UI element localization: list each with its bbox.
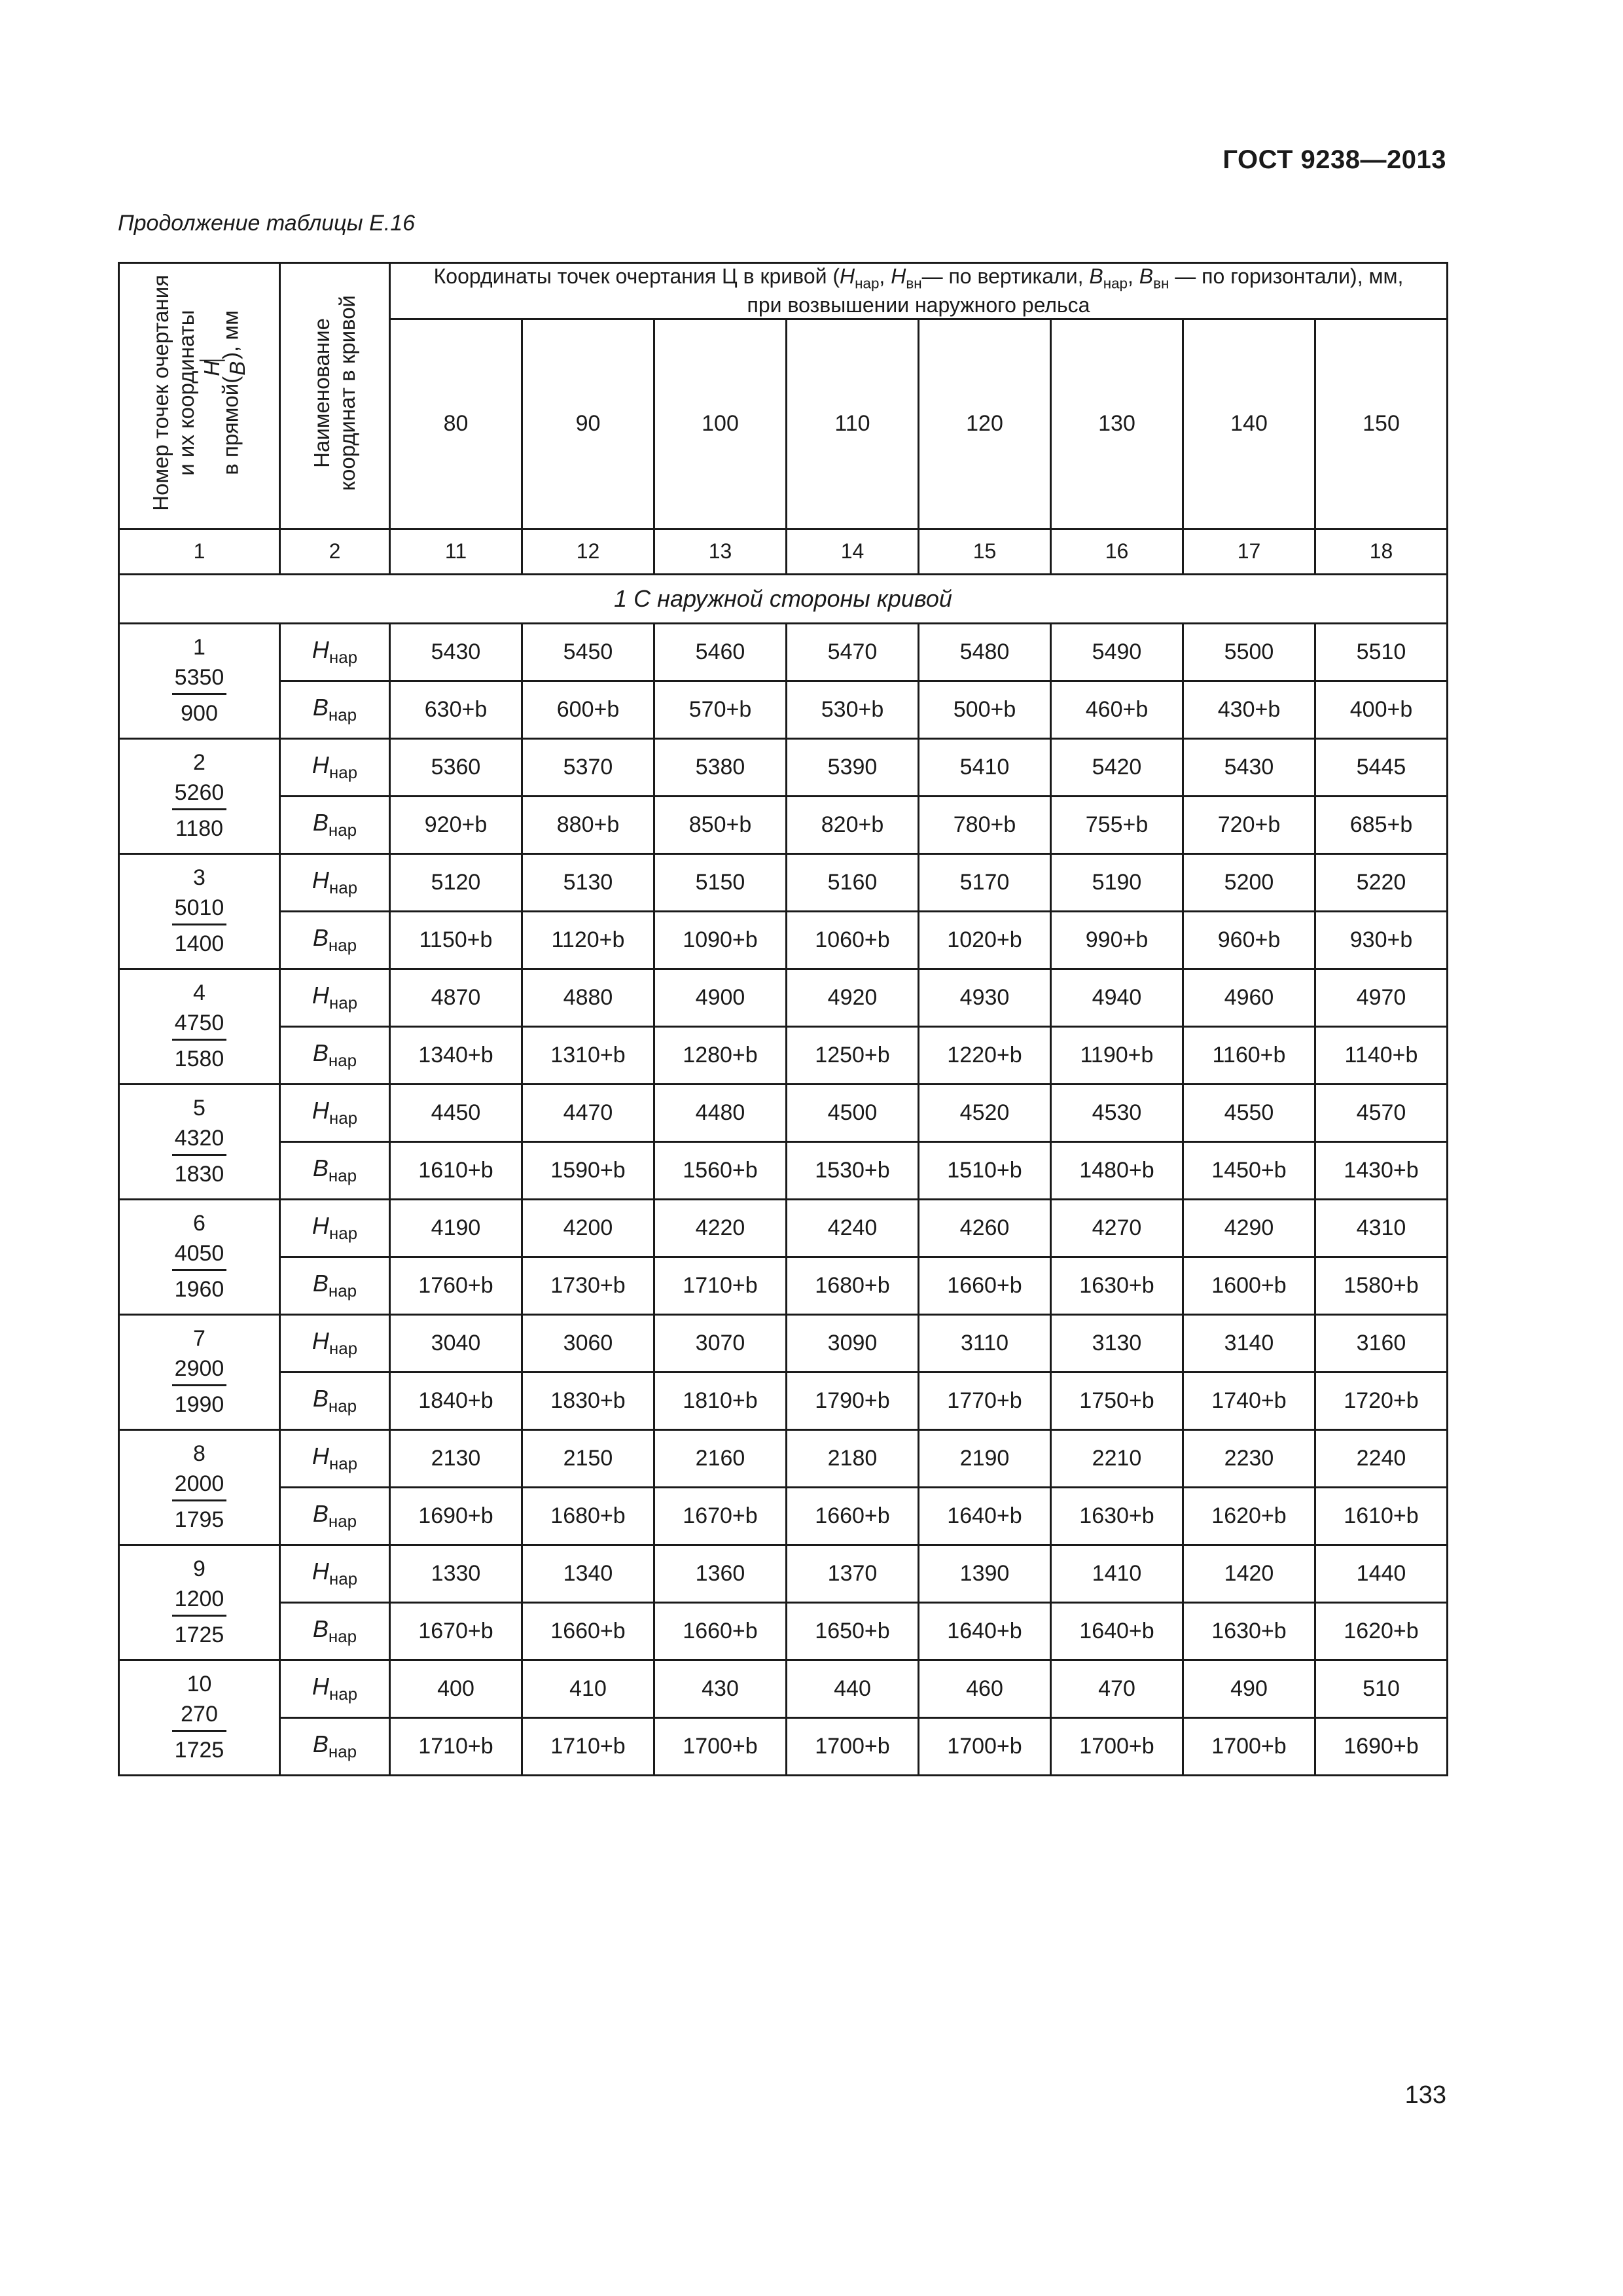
h-value-cell: 5390 (787, 738, 919, 796)
b-value-cell: 850+b (654, 796, 787, 853)
coord-name-h: $H_{нар}$ (280, 738, 390, 796)
point-h-straight: 5350 (172, 663, 227, 695)
h-value-cell: 440 (787, 1660, 919, 1717)
header-coordinates-line2: при возвышении наружного рельса (747, 293, 1090, 317)
h-value-cell: 5150 (654, 853, 787, 911)
h-value-cell: 4220 (654, 1199, 787, 1257)
h-value-cell: 5490 (1051, 623, 1183, 681)
h-value-cell: 4470 (522, 1084, 654, 1141)
point-b-straight: 1400 (174, 931, 224, 956)
h-value-cell: 5170 (919, 853, 1051, 911)
header-coord-line1: Наименование (309, 317, 334, 468)
point-b-straight: 1990 (174, 1391, 224, 1417)
header-elevation: 110 (787, 319, 919, 529)
h-value-cell: 4200 (522, 1199, 654, 1257)
b-value-cell: 1610+b (1315, 1487, 1448, 1545)
column-number: 17 (1183, 529, 1315, 574)
table-row-h (119, 738, 1448, 796)
h-value-cell: 1370 (787, 1545, 919, 1602)
header-coord-line2: координат в кривой (334, 295, 359, 491)
b-value-cell: 1680+b (787, 1257, 919, 1314)
coord-name-h: $H_{нар}$ (280, 623, 390, 681)
b-value-cell: 1340+b (390, 1026, 522, 1084)
h-value-cell: 4310 (1315, 1199, 1448, 1257)
section-title: 1 С наружной стороны кривой (119, 574, 1448, 623)
point-straight-coords (172, 1124, 227, 1190)
point-straight-coords (172, 893, 227, 960)
b-value-cell: 430+b (1183, 681, 1315, 738)
b-value-cell: 1710+b (522, 1717, 654, 1775)
h-value-cell: 3140 (1183, 1314, 1315, 1372)
h-value-cell: 2210 (1051, 1429, 1183, 1487)
b-value-cell: 1680+b (522, 1487, 654, 1545)
h-value-cell: 2230 (1183, 1429, 1315, 1487)
h-value-cell: 2160 (654, 1429, 787, 1487)
header-elevation: 100 (654, 319, 787, 529)
table-row-b (119, 796, 1448, 853)
b-value-cell: 1710+b (390, 1717, 522, 1775)
header-point-fraction: H B (199, 361, 249, 377)
b-value-cell: 1610+b (390, 1141, 522, 1199)
header-row-group (119, 263, 1448, 319)
h-value-cell: 2150 (522, 1429, 654, 1487)
h-value-cell: 3070 (654, 1314, 787, 1372)
h-value-cell: 5510 (1315, 623, 1448, 681)
b-value-cell: 1160+b (1183, 1026, 1315, 1084)
point-number-cell (119, 1314, 280, 1429)
point-straight-coords (172, 778, 227, 844)
h-value-cell: 5220 (1315, 853, 1448, 911)
coord-name-b: $B_{нар}$ (280, 1602, 390, 1660)
b-value-cell: 1510+b (919, 1141, 1051, 1199)
point-number-cell (119, 1199, 280, 1314)
b-value-cell: 1640+b (919, 1602, 1051, 1660)
b-value-cell: 1640+b (1051, 1602, 1183, 1660)
table-row-h (119, 1660, 1448, 1717)
b-value-cell: 1670+b (654, 1487, 787, 1545)
h-value-cell: 490 (1183, 1660, 1315, 1717)
h-value-cell: 4930 (919, 969, 1051, 1026)
h-value-cell: 4260 (919, 1199, 1051, 1257)
b-value-cell: 1790+b (787, 1372, 919, 1429)
b-value-cell: 1430+b (1315, 1141, 1448, 1199)
b-value-cell: 1830+b (522, 1372, 654, 1429)
b-value-cell: 1690+b (1315, 1717, 1448, 1775)
h-value-cell: 3160 (1315, 1314, 1448, 1372)
coord-name-b: $B_{нар}$ (280, 1257, 390, 1314)
point-straight-coords (172, 1354, 227, 1420)
h-value-cell: 4270 (1051, 1199, 1183, 1257)
h-value-cell: 4570 (1315, 1084, 1448, 1141)
b-value-cell: 1280+b (654, 1026, 787, 1084)
b-value-cell: 630+b (390, 681, 522, 738)
coord-name-h: $H_{нар}$ (280, 1084, 390, 1141)
point-h-straight: 1200 (172, 1585, 227, 1617)
column-number: 13 (654, 529, 787, 574)
coord-name-b: $B_{нар}$ (280, 1372, 390, 1429)
point-number: 4 (193, 980, 205, 1005)
h-value-cell: 2190 (919, 1429, 1051, 1487)
point-b-straight: 1725 (174, 1622, 224, 1647)
b-value-cell: 570+b (654, 681, 787, 738)
point-h-straight: 4050 (172, 1239, 227, 1271)
b-value-cell: 1740+b (1183, 1372, 1315, 1429)
point-number: 6 (193, 1210, 205, 1236)
h-value-cell: 3130 (1051, 1314, 1183, 1372)
column-number: 16 (1051, 529, 1183, 574)
b-value-cell: 1720+b (1315, 1372, 1448, 1429)
coord-name-b: $B_{нар}$ (280, 1717, 390, 1775)
point-b-straight: 1795 (174, 1507, 224, 1532)
point-h-straight: 270 (172, 1700, 227, 1732)
h-value-cell: 2240 (1315, 1429, 1448, 1487)
column-number: 18 (1315, 529, 1448, 574)
table-row-h (119, 1429, 1448, 1487)
header-point-unit: , мм (218, 310, 243, 353)
point-h-straight: 2000 (172, 1469, 227, 1501)
point-number-cell (119, 623, 280, 738)
h-value-cell: 4550 (1183, 1084, 1315, 1141)
b-value-cell: 1760+b (390, 1257, 522, 1314)
h-value-cell: 1390 (919, 1545, 1051, 1602)
h-value-cell: 5500 (1183, 623, 1315, 681)
b-value-cell: 1660+b (787, 1487, 919, 1545)
table-caption: Продолжение таблицы Е.16 (118, 211, 416, 236)
h-value-cell: 4940 (1051, 969, 1183, 1026)
b-value-cell: 400+b (1315, 681, 1448, 738)
table-row-b (119, 681, 1448, 738)
b-value-cell: 685+b (1315, 796, 1448, 853)
table-row-b (119, 1141, 1448, 1199)
b-value-cell: 1150+b (390, 911, 522, 969)
point-number-cell (119, 853, 280, 969)
point-b-straight: 1830 (174, 1161, 224, 1187)
b-value-cell: 1670+b (390, 1602, 522, 1660)
b-value-cell: 1660+b (654, 1602, 787, 1660)
point-straight-coords (172, 663, 227, 729)
h-value-cell: 5380 (654, 738, 787, 796)
table-row-b (119, 1487, 1448, 1545)
h-value-cell: 1360 (654, 1545, 787, 1602)
point-straight-coords (172, 1469, 227, 1535)
b-value-cell: 1220+b (919, 1026, 1051, 1084)
coord-name-b: $B_{нар}$ (280, 1026, 390, 1084)
h-value-cell: 4880 (522, 969, 654, 1026)
b-value-cell: 1560+b (654, 1141, 787, 1199)
column-number: 2 (280, 529, 390, 574)
b-value-cell: 1700+b (1183, 1717, 1315, 1775)
point-straight-coords (172, 1700, 227, 1766)
b-value-cell: 530+b (787, 681, 919, 738)
point-h-straight: 4320 (172, 1124, 227, 1156)
h-value-cell: 5360 (390, 738, 522, 796)
h-value-cell: 470 (1051, 1660, 1183, 1717)
header-coord-name (280, 263, 390, 529)
b-value-cell: 930+b (1315, 911, 1448, 969)
b-value-cell: 1840+b (390, 1372, 522, 1429)
b-value-cell: 880+b (522, 796, 654, 853)
point-b-straight: 1580 (174, 1046, 224, 1071)
b-value-cell: 1120+b (522, 911, 654, 969)
b-value-cell: 820+b (787, 796, 919, 853)
coord-name-b: $B_{нар}$ (280, 1141, 390, 1199)
h-value-cell: 5480 (919, 623, 1051, 681)
b-value-cell: 500+b (919, 681, 1051, 738)
b-value-cell: 1630+b (1183, 1602, 1315, 1660)
point-b-straight: 1180 (175, 816, 224, 841)
table-row-b (119, 1717, 1448, 1775)
column-number: 14 (787, 529, 919, 574)
h-value-cell: 5450 (522, 623, 654, 681)
table-row-h (119, 1199, 1448, 1257)
h-value-cell: 3110 (919, 1314, 1051, 1372)
b-value-cell: 460+b (1051, 681, 1183, 738)
b-value-cell: 1090+b (654, 911, 787, 969)
h-value-cell: 3060 (522, 1314, 654, 1372)
h-value-cell: 2130 (390, 1429, 522, 1487)
h-value-cell: 5430 (1183, 738, 1315, 796)
h-value-cell: 5445 (1315, 738, 1448, 796)
h-value-cell: 5200 (1183, 853, 1315, 911)
point-number: 3 (193, 865, 205, 890)
coord-name-b: $B_{нар}$ (280, 1487, 390, 1545)
b-value-cell: 1580+b (1315, 1257, 1448, 1314)
h-value-cell: 4900 (654, 969, 787, 1026)
coordinates-table (118, 262, 1448, 1776)
b-value-cell: 1700+b (919, 1717, 1051, 1775)
column-number: 1 (119, 529, 280, 574)
header-coordinates-group: Координаты точек очертания Ц в кривой ($H_{нар}$, $H_{вн}—$ по вертикали, $B_{нар}$, $B_{вн}$ — по горизонтали), мм, при возвышении наружного рельса (390, 263, 1448, 319)
b-value-cell: 1600+b (1183, 1257, 1315, 1314)
b-value-cell: 1020+b (919, 911, 1051, 969)
b-value-cell: 960+b (1183, 911, 1315, 969)
b-value-cell: 1060+b (787, 911, 919, 969)
h-value-cell: 4480 (654, 1084, 787, 1141)
header-elevation: 90 (522, 319, 654, 529)
b-value-cell: 1700+b (787, 1717, 919, 1775)
h-value-cell: 4290 (1183, 1199, 1315, 1257)
point-number: 10 (187, 1671, 212, 1696)
h-value-cell: 400 (390, 1660, 522, 1717)
h-value-cell: 4960 (1183, 969, 1315, 1026)
point-h-straight: 5010 (172, 893, 227, 925)
coord-name-h: $H_{нар}$ (280, 1429, 390, 1487)
h-value-cell: 5460 (654, 623, 787, 681)
h-value-cell: 5120 (390, 853, 522, 911)
b-value-cell: 720+b (1183, 796, 1315, 853)
h-value-cell: 4970 (1315, 969, 1448, 1026)
h-value-cell: 3090 (787, 1314, 919, 1372)
h-value-cell: 1440 (1315, 1545, 1448, 1602)
document-code: ГОСТ 9238—2013 (1222, 145, 1446, 174)
table-row-h (119, 853, 1448, 911)
h-value-cell: 1410 (1051, 1545, 1183, 1602)
header-elevation: 150 (1315, 319, 1448, 529)
coord-name-h: $H_{нар}$ (280, 1545, 390, 1602)
point-b-straight: 1725 (174, 1737, 224, 1763)
h-value-cell: 4530 (1051, 1084, 1183, 1141)
point-h-straight: 4750 (172, 1009, 227, 1041)
h-value-cell: 4520 (919, 1084, 1051, 1141)
b-value-cell: 1190+b (1051, 1026, 1183, 1084)
point-number: 2 (193, 749, 205, 775)
h-value-cell: 5430 (390, 623, 522, 681)
coord-name-h: $H_{нар}$ (280, 969, 390, 1026)
point-number: 8 (193, 1441, 205, 1466)
b-value-cell: 755+b (1051, 796, 1183, 853)
h-value-cell: 5410 (919, 738, 1051, 796)
coord-name-b: $B_{нар}$ (280, 681, 390, 738)
b-value-cell: 1640+b (919, 1487, 1051, 1545)
point-number: 1 (193, 634, 205, 660)
coord-name-h: $H_{нар}$ (280, 1199, 390, 1257)
header-elevation: 130 (1051, 319, 1183, 529)
b-value-cell: 600+b (522, 681, 654, 738)
table-row-b (119, 1257, 1448, 1314)
coord-name-h: $H_{нар}$ (280, 853, 390, 911)
header-point-number: Номер точек очертания и их координаты в прямой( H B ), мм (119, 263, 280, 529)
b-value-cell: 1710+b (654, 1257, 787, 1314)
b-value-cell: 1690+b (390, 1487, 522, 1545)
h-value-cell: 1330 (390, 1545, 522, 1602)
column-number: 11 (390, 529, 522, 574)
h-value-cell: 460 (919, 1660, 1051, 1717)
h-value-cell: 1420 (1183, 1545, 1315, 1602)
point-number: 7 (193, 1325, 205, 1351)
coord-name-b: $B_{нар}$ (280, 911, 390, 969)
b-value-cell: 1140+b (1315, 1026, 1448, 1084)
h-value-cell: 4190 (390, 1199, 522, 1257)
b-value-cell: 990+b (1051, 911, 1183, 969)
h-value-cell: 3040 (390, 1314, 522, 1372)
b-value-cell: 1730+b (522, 1257, 654, 1314)
header-elevation: 80 (390, 319, 522, 529)
table-row-b (119, 911, 1448, 969)
h-value-cell: 5370 (522, 738, 654, 796)
b-value-cell: 1480+b (1051, 1141, 1183, 1199)
b-value-cell: 1660+b (919, 1257, 1051, 1314)
header-point-line3: в прямой (218, 384, 243, 476)
h-value-cell: 1340 (522, 1545, 654, 1602)
b-value-cell: 1450+b (1183, 1141, 1315, 1199)
h-value-cell: 5190 (1051, 853, 1183, 911)
header-elevation: 140 (1183, 319, 1315, 529)
b-value-cell: 1810+b (654, 1372, 787, 1429)
header-row-column-numbers (119, 529, 1448, 574)
table-row-h (119, 623, 1448, 681)
point-straight-coords (172, 1009, 227, 1075)
point-number-cell (119, 1545, 280, 1660)
b-value-cell: 1630+b (1051, 1487, 1183, 1545)
h-value-cell: 4450 (390, 1084, 522, 1141)
point-h-straight: 2900 (172, 1354, 227, 1386)
h-value-cell: 4240 (787, 1199, 919, 1257)
b-value-cell: 1310+b (522, 1026, 654, 1084)
page-number: 133 (1404, 2081, 1446, 2109)
h-value-cell: 410 (522, 1660, 654, 1717)
b-value-cell: 1620+b (1183, 1487, 1315, 1545)
b-value-cell: 1530+b (787, 1141, 919, 1199)
point-straight-coords (172, 1585, 227, 1651)
b-value-cell: 1750+b (1051, 1372, 1183, 1429)
h-value-cell: 5420 (1051, 738, 1183, 796)
point-b-straight: 1960 (174, 1276, 224, 1302)
coord-name-b: $B_{нар}$ (280, 796, 390, 853)
table-row-b (119, 1602, 1448, 1660)
b-value-cell: 920+b (390, 796, 522, 853)
table-row-h (119, 1084, 1448, 1141)
header-elevation: 120 (919, 319, 1051, 529)
header-point-line2: и их координаты (173, 310, 198, 476)
b-value-cell: 1650+b (787, 1602, 919, 1660)
column-number: 12 (522, 529, 654, 574)
b-value-cell: 1770+b (919, 1372, 1051, 1429)
column-number: 15 (919, 529, 1051, 574)
b-value-cell: 780+b (919, 796, 1051, 853)
point-number: 9 (193, 1556, 205, 1581)
b-value-cell: 1590+b (522, 1141, 654, 1199)
table-row-b (119, 1026, 1448, 1084)
coord-name-h: $H_{нар}$ (280, 1314, 390, 1372)
section-row (119, 574, 1448, 623)
point-number-cell (119, 1429, 280, 1545)
b-value-cell: 1700+b (1051, 1717, 1183, 1775)
coord-name-h: $H_{нар}$ (280, 1660, 390, 1717)
h-value-cell: 5470 (787, 623, 919, 681)
h-value-cell: 4920 (787, 969, 919, 1026)
point-number-cell (119, 738, 280, 853)
h-value-cell: 5160 (787, 853, 919, 911)
h-value-cell: 430 (654, 1660, 787, 1717)
point-h-straight: 5260 (172, 778, 227, 810)
table-row-h (119, 1314, 1448, 1372)
h-value-cell: 510 (1315, 1660, 1448, 1717)
table-row-h (119, 1545, 1448, 1602)
h-value-cell: 4500 (787, 1084, 919, 1141)
b-value-cell: 1630+b (1051, 1257, 1183, 1314)
table-row-h (119, 969, 1448, 1026)
point-number: 5 (193, 1095, 205, 1121)
b-value-cell: 1250+b (787, 1026, 919, 1084)
h-value-cell: 2180 (787, 1429, 919, 1487)
point-straight-coords (172, 1239, 227, 1305)
b-value-cell: 1700+b (654, 1717, 787, 1775)
point-number-cell (119, 969, 280, 1084)
point-number-cell (119, 1660, 280, 1775)
point-number-cell (119, 1084, 280, 1199)
b-value-cell: 1620+b (1315, 1602, 1448, 1660)
h-value-cell: 4870 (390, 969, 522, 1026)
header-point-line1: Номер точек очертания (148, 274, 173, 511)
h-value-cell: 5130 (522, 853, 654, 911)
point-b-straight: 900 (181, 700, 218, 726)
b-value-cell: 1660+b (522, 1602, 654, 1660)
table-row-b (119, 1372, 1448, 1429)
